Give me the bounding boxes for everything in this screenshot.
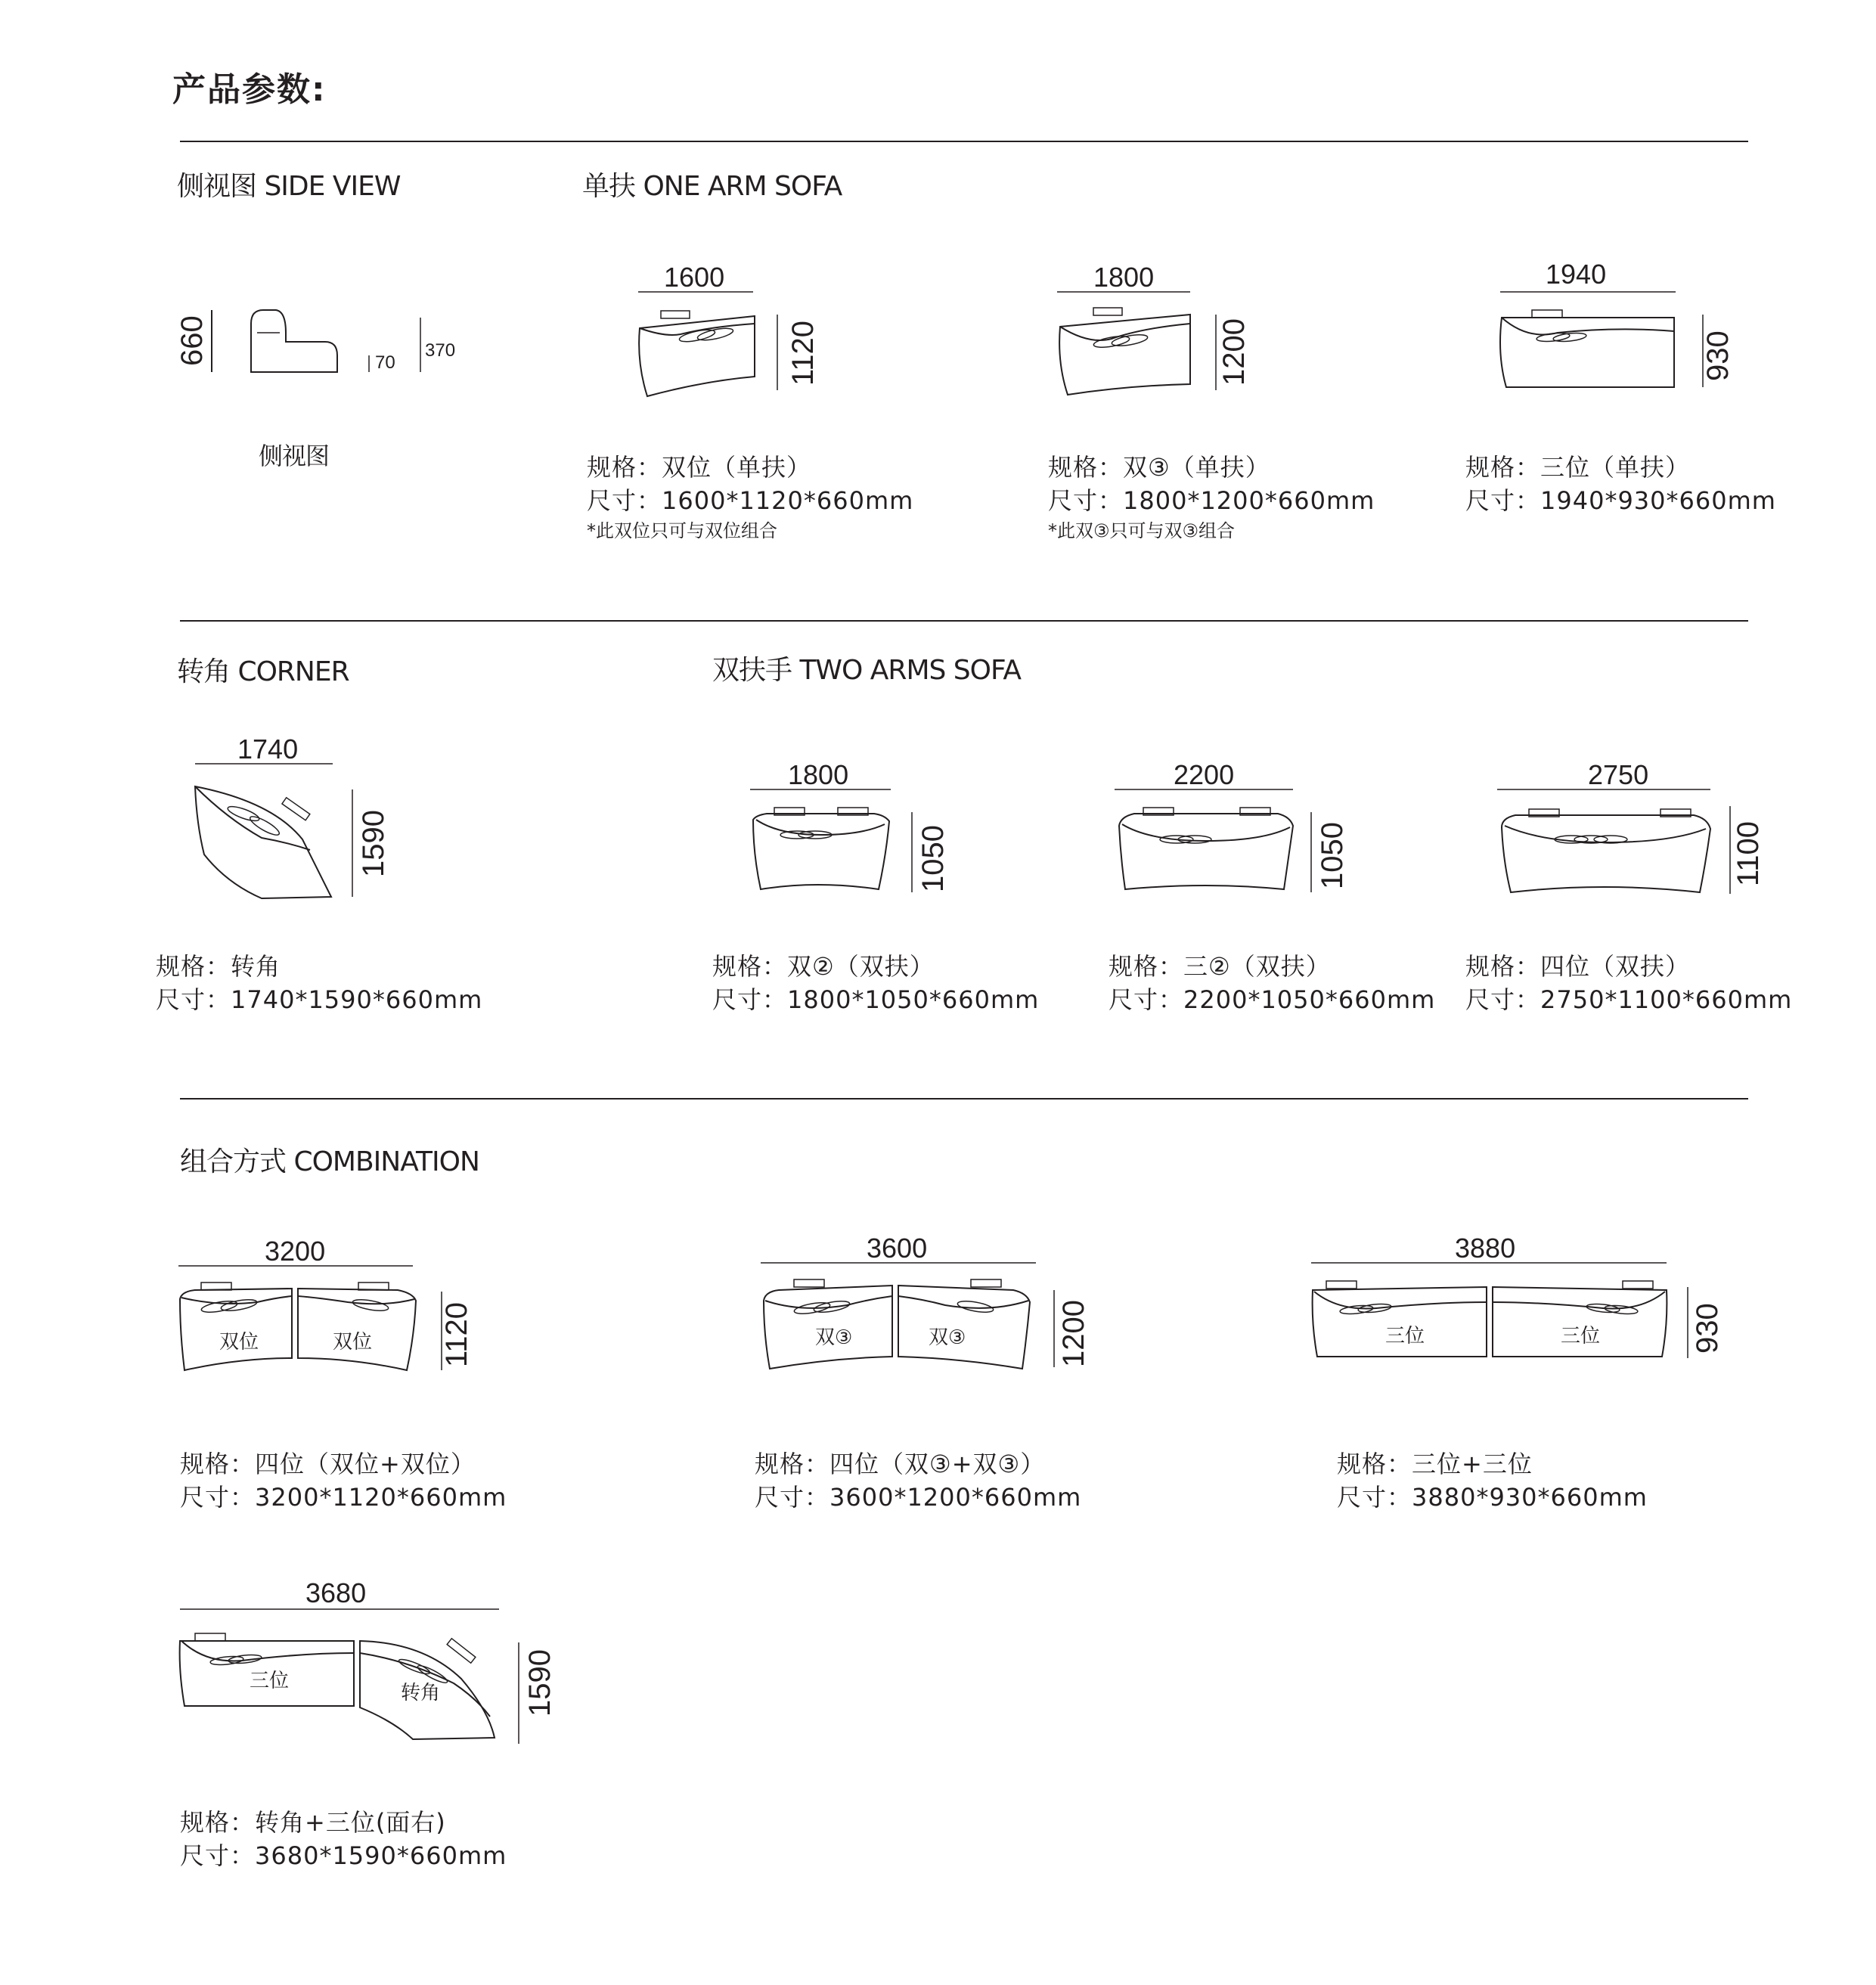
side-view-title: 侧视图 SIDE VIEW <box>177 171 401 202</box>
two-arms-2-width: 2200 <box>1174 759 1235 790</box>
combo-3-width: 3880 <box>1455 1233 1516 1264</box>
side-view-height: 660 <box>175 315 209 366</box>
combo-3-depth: 930 <box>1691 1303 1724 1354</box>
combo-2-width: 3600 <box>867 1233 928 1264</box>
combo-4-spec: 规格：转角+三位(面右) <box>180 1808 446 1837</box>
one-arm-2-spec: 规格：双③（单扶） <box>1048 453 1270 482</box>
page-title: 产品参数: <box>172 70 327 109</box>
combo-3-spec: 规格：三位+三位 <box>1337 1450 1533 1478</box>
one-arm-2-depth: 1200 <box>1217 318 1251 386</box>
combo-1-right-seat: 双位 <box>333 1331 373 1354</box>
side-view-seat-height: 370 <box>425 340 456 361</box>
two-arms-3-width: 2750 <box>1588 759 1649 790</box>
two-arms-2-depth: 1050 <box>1316 822 1349 889</box>
one-arm-1-depth: 1120 <box>786 320 820 386</box>
one-arm-1-size: 尺寸：1600*1120*660mm <box>587 486 914 515</box>
one-arm-1-spec: 规格：双位（单扶） <box>587 453 812 482</box>
two-arms-3-depth: 1100 <box>1732 820 1765 886</box>
one-arm-3-spec: 规格：三位（单扶） <box>1465 453 1691 482</box>
combo-4-left-seat: 三位 <box>250 1670 290 1692</box>
combo-2-depth: 1200 <box>1057 1300 1090 1367</box>
combo-1-depth: 1120 <box>440 1301 473 1367</box>
corner-depth: 1590 <box>357 810 390 877</box>
two-arms-1-size: 尺寸：1800*1050*660mm <box>712 985 1040 1014</box>
combo-2-left-seat: 双③ <box>815 1326 853 1349</box>
one-arm-3-size: 尺寸：1940*930*660mm <box>1465 486 1776 515</box>
two-arms-2-size: 尺寸：2200*1050*660mm <box>1109 985 1436 1014</box>
two-arms-3-size: 尺寸：2750*1100*660mm <box>1465 985 1793 1014</box>
combo-3-size: 尺寸：3880*930*660mm <box>1337 1483 1648 1512</box>
one-arm-1-note: *此双位只可与双位组合 <box>587 520 777 541</box>
one-arm-3-width: 1940 <box>1546 259 1607 290</box>
one-arm-2-size: 尺寸：1800*1200*660mm <box>1048 486 1375 515</box>
combo-1-left-seat: 双位 <box>219 1331 259 1354</box>
combo-4-size: 尺寸：3680*1590*660mm <box>180 1841 507 1870</box>
two-arms-2-spec: 规格：三②（双扶） <box>1109 952 1331 981</box>
combo-2-spec: 规格：四位（双③+双③） <box>755 1450 1046 1478</box>
corner-spec: 规格：转角 <box>156 952 281 981</box>
one-arm-1-width: 1600 <box>664 262 725 293</box>
one-arm-title: 单扶 ONE ARM SOFA <box>582 171 842 202</box>
combo-3-left-seat: 三位 <box>1385 1325 1425 1348</box>
two-arms-1-depth: 1050 <box>916 825 950 892</box>
combo-1-spec: 规格：四位（双位+双位） <box>180 1450 476 1478</box>
combo-2-right-seat: 双③ <box>929 1326 966 1349</box>
combo-3-right-seat: 三位 <box>1561 1325 1601 1348</box>
two-arms-title: 双扶手 TWO ARMS SOFA <box>712 655 1022 686</box>
combo-4-width: 3680 <box>305 1577 367 1608</box>
combo-1-width: 3200 <box>265 1236 326 1267</box>
one-arm-3-depth: 930 <box>1701 330 1735 381</box>
side-view-arm-gap: 70 <box>375 352 395 373</box>
two-arms-1-width: 1800 <box>788 759 849 790</box>
combo-4-right-seat: 转角 <box>401 1682 441 1704</box>
combo-1-size: 尺寸：3200*1120*660mm <box>180 1483 507 1512</box>
side-view-caption: 侧视图 <box>259 442 330 470</box>
corner-size: 尺寸：1740*1590*660mm <box>156 985 483 1014</box>
corner-width: 1740 <box>237 734 299 765</box>
one-arm-2-width: 1800 <box>1093 262 1155 293</box>
one-arm-2-note: *此双③只可与双③组合 <box>1048 520 1236 541</box>
combo-4-depth: 1590 <box>523 1649 557 1717</box>
two-arms-3-spec: 规格：四位（双扶） <box>1465 952 1691 981</box>
combination-title: 组合方式 COMBINATION <box>180 1146 479 1177</box>
combo-2-size: 尺寸：3600*1200*660mm <box>755 1483 1082 1512</box>
corner-title: 转角 CORNER <box>177 656 349 687</box>
two-arms-1-spec: 规格：双②（双扶） <box>712 952 935 981</box>
